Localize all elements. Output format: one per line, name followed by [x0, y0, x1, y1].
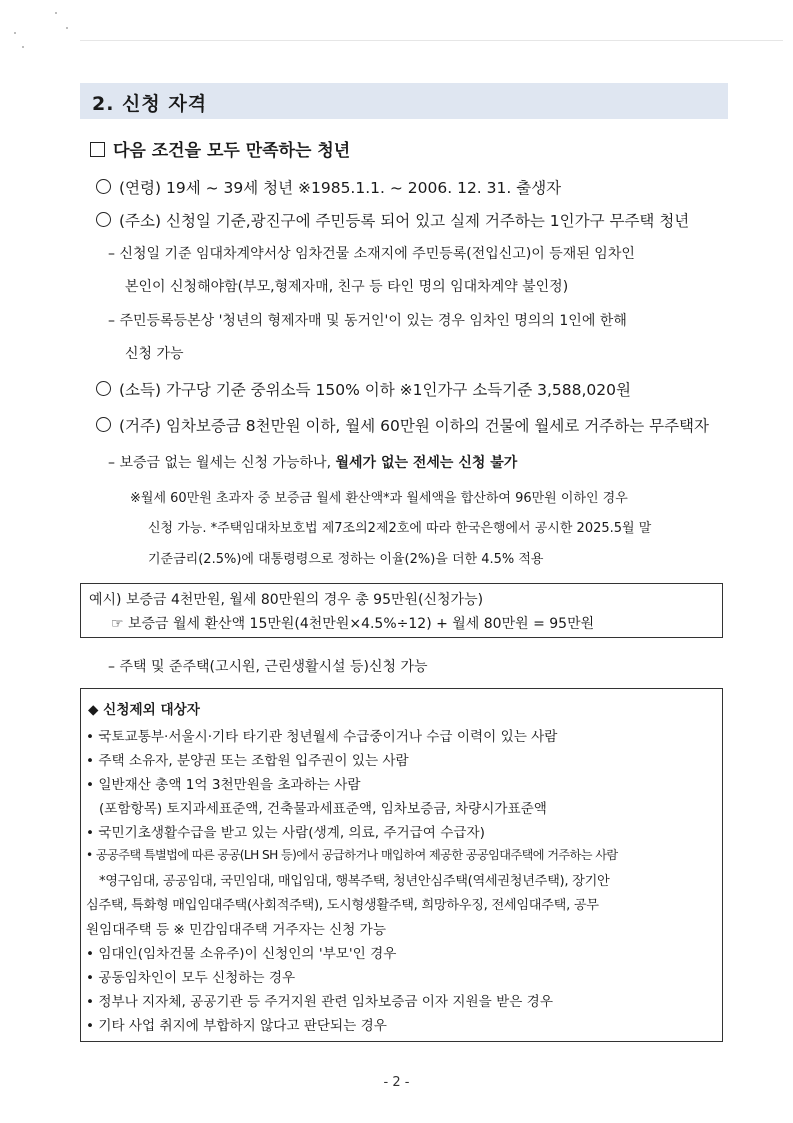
criterion-age	[96, 176, 561, 198]
criterion-income-text: (소득) 가구당 기준 중위소득 150% 이하 ※1인가구 소득기준 3,588,020원	[119, 381, 631, 399]
residence-sub1	[108, 452, 517, 472]
exclusion-item: • 공동임차인이 모두 신청하는 경우	[86, 970, 296, 986]
criterion-address	[96, 209, 689, 231]
criterion-income	[96, 378, 631, 400]
example-line1: 예시) 보증금 4천만원, 월세 80만원의 경우 총 95만원(신청가능)	[89, 592, 484, 608]
circle-bullet-icon	[96, 212, 111, 227]
circle-bullet-icon	[96, 417, 111, 432]
circle-bullet-icon	[96, 179, 111, 194]
note-line1: ※월세 60만원 초과자 중 보증금 월세 환산액*과 월세액을 합산하여 96만원 이하인 경우	[130, 491, 628, 506]
exclusion-title: ◆ 신청제외 대상자	[88, 702, 200, 718]
residence-sub1-text: – 보증금 없는 월세는 신청 가능하나,	[108, 455, 336, 471]
address-sub1-line2: 본인이 신청해야함(부모,형제자매, 친구 등 타인 명의 임대차계약 불인정)	[125, 279, 569, 295]
top-rule	[80, 40, 783, 41]
criterion-address-text: (주소) 신청일 기준,광진구에 주민등록 되어 있고 실제 거주하는 1인가구 무주택 청년	[119, 212, 690, 230]
page-number: - 2 -	[383, 1075, 410, 1090]
section-title: 2. 신청 자격	[92, 93, 208, 115]
condition-title: 다음 조건을 모두 만족하는 청년	[113, 141, 351, 161]
example-box	[80, 583, 723, 638]
address-sub2-line2: 신청 가능	[125, 346, 184, 362]
exclusion-item: • 임대인(임차건물 소유주)이 신청인의 '부모'인 경우	[86, 946, 397, 962]
exclusion-item: • 국민기초생활수급을 받고 있는 사람(생계, 의료, 주거급여 수급자)	[86, 825, 485, 841]
criterion-age-text: (연령) 19세 ~ 39세 청년 ※1985.1.1. ~ 2006. 12. 31. 출생자	[119, 179, 562, 197]
exclusion-item: • 정부나 지자체, 공공기관 등 주거지원 관련 임차보증금 이자 지원을 받은 경우	[86, 994, 553, 1010]
exclusion-subitem: 심주택, 특화형 매입임대주택(사회적주택), 도시형생활주택, 희망하우징, 전세임대주택, 공무	[86, 898, 599, 913]
scan-speck	[14, 32, 16, 34]
criterion-residence-text: (거주) 임차보증금 8천만원 이하, 월세 60만원 이하의 건물에 월세로 거주하는 무주택자	[119, 417, 709, 435]
criterion-residence	[96, 414, 709, 436]
checkbox-square-icon	[90, 142, 105, 157]
exclusion-subitem: *영구임대, 공공임대, 국민임대, 매입임대, 행복주택, 청년안심주택(역세권청년주택), 장기안	[99, 874, 610, 889]
exclusion-subitem: (포함항목) 토지과세표준액, 건축물과세표준액, 임차보증금, 차량시가표준액	[99, 801, 547, 817]
address-sub2-line1: – 주민등록등본상 '청년의 형제자매 및 동거인'이 있는 경우 임차인 명의의 1인에 한해	[108, 313, 627, 329]
exclusion-item: • 일반재산 총액 1억 3천만원을 초과하는 사람	[86, 777, 361, 793]
residence-sub1-emphasis: 월세가 없는 전세는 신청 불가	[335, 455, 518, 471]
condition-heading	[90, 136, 350, 161]
circle-bullet-icon	[96, 381, 111, 396]
exclusion-subitem: 원임대주택 등 ※ 민감임대주택 거주자는 신청 가능	[86, 922, 386, 938]
exclusion-box	[80, 688, 723, 1042]
note-line3: 기준금리(2.5%)에 대통령령으로 정하는 이율(2%)을 더한 4.5% 적용	[148, 552, 544, 567]
scan-speck	[22, 46, 24, 48]
address-sub1-line1: – 신청일 기준 임대차계약서상 임차건물 소재지에 주민등록(전입신고)이 등재된 임차인	[108, 246, 635, 262]
housing-note: – 주택 및 준주택(고시원, 근린생활시설 등)신청 가능	[108, 659, 428, 675]
exclusion-item: • 기타 사업 취지에 부합하지 않다고 판단되는 경우	[86, 1018, 387, 1034]
scan-speck	[55, 12, 57, 14]
section-header	[80, 83, 728, 119]
exclusion-item: • 주택 소유자, 분양권 또는 조합원 입주권이 있는 사람	[86, 753, 409, 769]
example-line2: ☞ 보증금 월세 환산액 15만원(4천만원×4.5%÷12) + 월세 80만원 = 95만원	[111, 616, 595, 632]
exclusion-item: • 국토교통부·서울시·기타 타기관 청년월세 수급중이거나 수급 이력이 있는 사람	[86, 729, 558, 745]
exclusion-item: • 공공주택 특별법에 따른 공공(LH SH 등)에서 공급하거나 매입하여 제공한 공공임대주택에 거주하는 사람	[86, 848, 618, 862]
note-line2: 신청 가능. *주택임대차보호법 제7조의2제2호에 따라 한국은행에서 공시한 2025.5월 말	[148, 521, 652, 536]
scan-speck	[66, 27, 68, 29]
